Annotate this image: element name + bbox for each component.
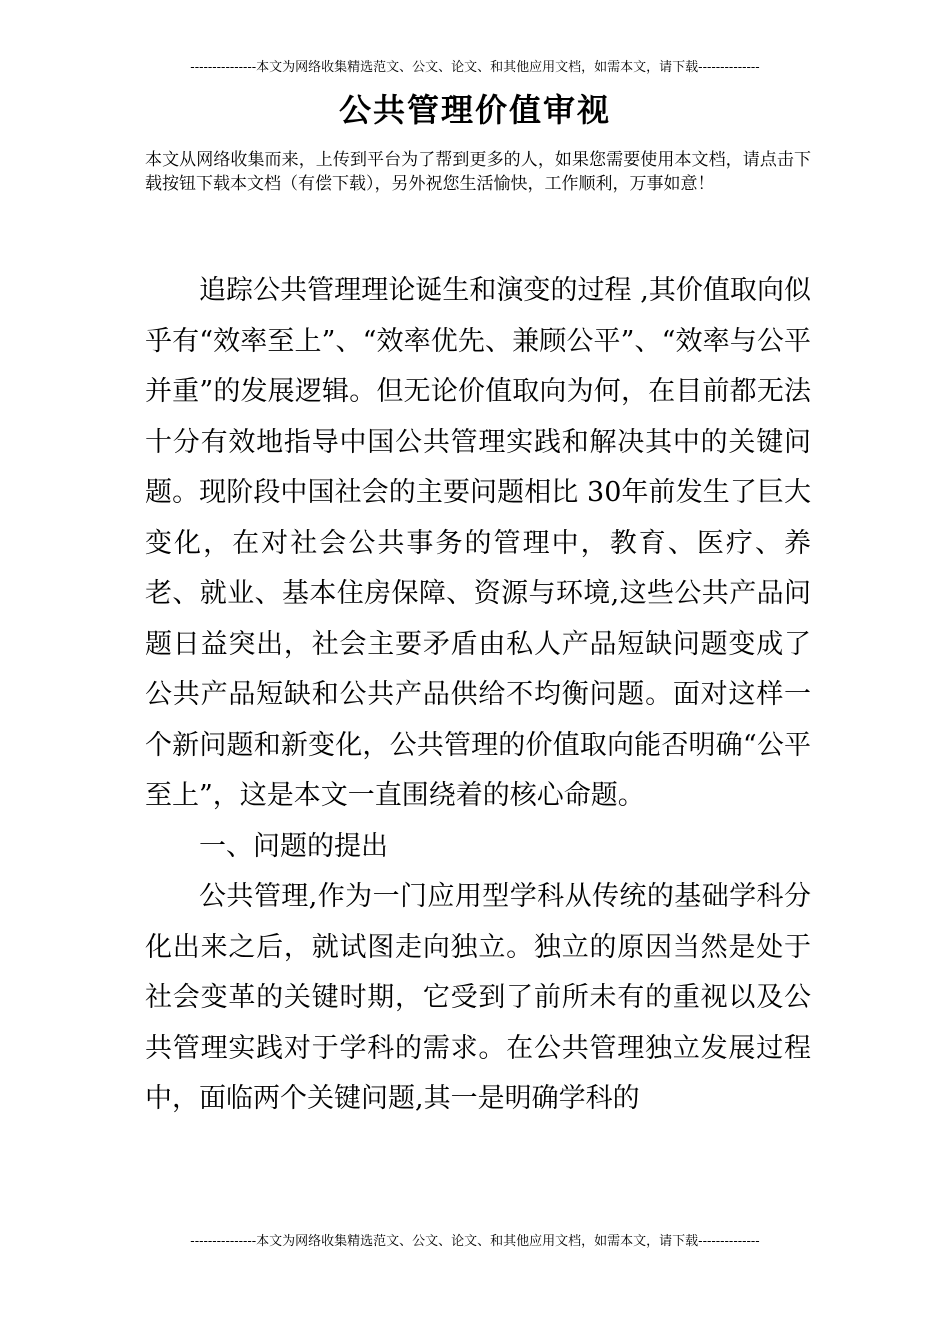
document-title: 公共管理价值审视: [338, 91, 611, 129]
page-header: ---------------本文为网络收集精选范文、公文、论文、和其他应用文档，如需本文，请下载--------------: [190, 60, 760, 75]
page-footer: ---------------本文为网络收集精选范文、公文、论文、和其他应用文档，如需本文，请下载--------------: [190, 1234, 760, 1249]
download-notice: 本文从网络收集而来，上传到平台为了帮到更多的人，如果您需要使用本文档，请点击下载按钮下载本文档（有偿下载），另外祝您生活愉快，工作顺利，万事如意！: [145, 150, 811, 194]
paragraph: 公共管理,作为一门应用型学科从传统的基础学科分化出来之后，就试图走向独立。独立的原因当然是处于社会变革的关键时期，它受到了前所未有的重视以及公共管理实践对于学科的需求。在公共管理独立发展过程中，面临两个关键问题,其一是明确学科的: [145, 881, 811, 1114]
section-heading: 一、问题的提出: [199, 830, 388, 862]
document-body: [145, 266, 811, 1125]
paragraph: 追踪公共管理理论诞生和演变的过程 ,其价值取向似乎有“效率至上”、“效率优先、兼顾公平”、“效率与公平并重”的发展逻辑。但无论价值取向为何，在目前都无法十分有效地指导中国公共管理实践和解决其中的关键问题。现阶段中国社会的主要问题相比 30年前发生了巨大变化，在对社会公共事务的管理中，教育、医疗、养老、就业、基本住房保障、资源与环境,这些公共产品问题日益突出，社会主要矛盾由私人产品短缺问题变成了公共产品短缺和公共产品供给不均衡问题。面对这样一个新问题和新变化，公共管理的价值取向能否明确“公平至上”，这是本文一直围绕着的核心命题。: [145, 275, 811, 811]
